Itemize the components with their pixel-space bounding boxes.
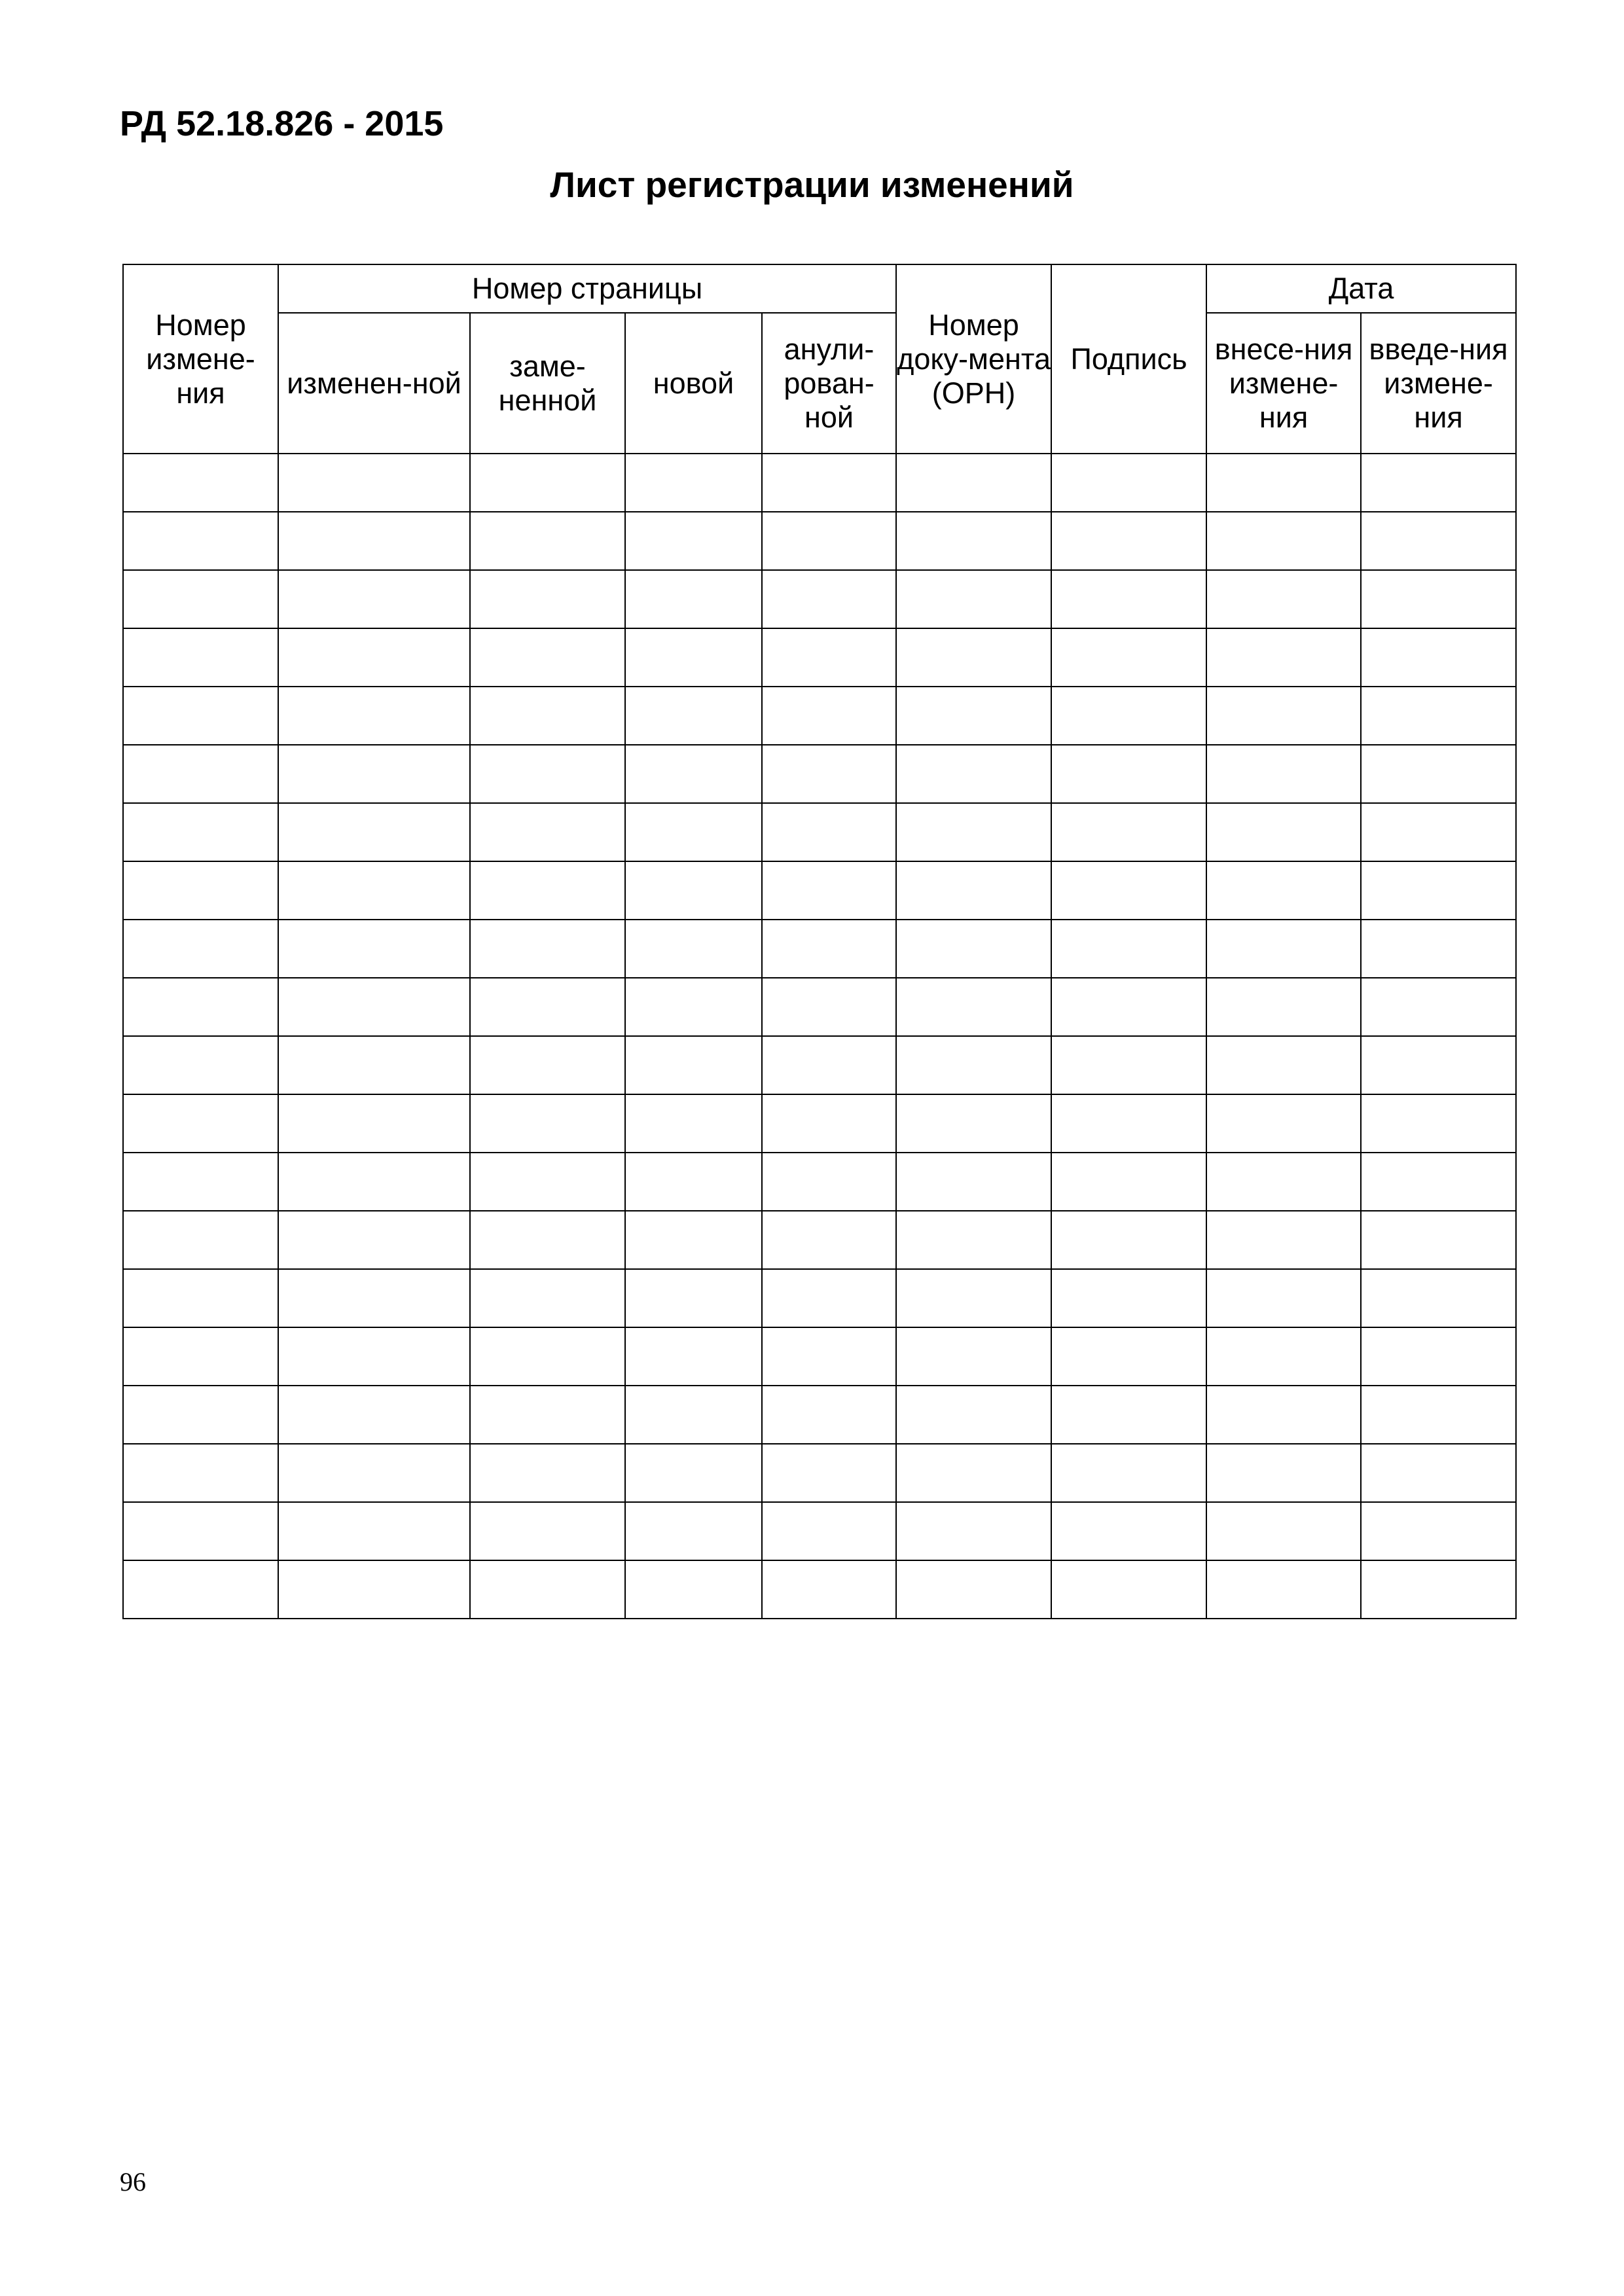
table-cell xyxy=(278,1444,470,1502)
table-cell xyxy=(470,687,625,745)
table-cell xyxy=(1051,1153,1206,1211)
table-cell xyxy=(470,978,625,1036)
table-cell xyxy=(123,1153,278,1211)
table-cell xyxy=(896,803,1051,861)
table-cell xyxy=(1051,1327,1206,1386)
table-cell xyxy=(1361,1269,1516,1327)
table-cell xyxy=(123,1386,278,1444)
table-cell xyxy=(625,1153,762,1211)
table-cell xyxy=(896,1327,1051,1386)
table-cell xyxy=(123,861,278,920)
table-cell xyxy=(762,1211,896,1269)
table-cell xyxy=(896,861,1051,920)
table-row xyxy=(123,1444,1516,1502)
table-cell xyxy=(1361,803,1516,861)
table-cell xyxy=(470,920,625,978)
table-cell xyxy=(123,1444,278,1502)
table-cell xyxy=(123,978,278,1036)
table-cell xyxy=(625,1386,762,1444)
table-cell xyxy=(1051,512,1206,570)
table-cell xyxy=(896,1560,1051,1619)
table-cell xyxy=(470,1560,625,1619)
table-cell xyxy=(762,978,896,1036)
table-cell xyxy=(762,1094,896,1153)
table-cell xyxy=(625,687,762,745)
table-cell xyxy=(1206,570,1361,628)
table-cell xyxy=(123,1036,278,1094)
table-cell xyxy=(278,1153,470,1211)
table-cell xyxy=(123,1094,278,1153)
table-cell xyxy=(625,1269,762,1327)
table-cell xyxy=(1206,512,1361,570)
header-change-number: Номер измене-ния xyxy=(123,264,278,454)
table-cell xyxy=(625,1094,762,1153)
table-cell xyxy=(896,1153,1051,1211)
table-cell xyxy=(470,1211,625,1269)
table-cell xyxy=(625,628,762,687)
table-cell xyxy=(625,1327,762,1386)
table-cell xyxy=(1361,1094,1516,1153)
table-cell xyxy=(896,570,1051,628)
table-cell xyxy=(1361,861,1516,920)
table-cell xyxy=(1051,920,1206,978)
table-cell xyxy=(123,1502,278,1560)
table-cell xyxy=(896,1502,1051,1560)
table-cell xyxy=(762,1036,896,1094)
table-cell xyxy=(896,1269,1051,1327)
table-cell xyxy=(278,687,470,745)
table-cell xyxy=(1206,978,1361,1036)
table-cell xyxy=(1051,1036,1206,1094)
table-cell xyxy=(896,687,1051,745)
table-cell xyxy=(896,1094,1051,1153)
table-cell xyxy=(762,1502,896,1560)
table-cell xyxy=(278,1269,470,1327)
table-cell xyxy=(762,1269,896,1327)
table-cell xyxy=(1051,687,1206,745)
header-date-entered: внесе-ния измене-ния xyxy=(1206,313,1361,454)
table-cell xyxy=(123,687,278,745)
table-cell xyxy=(1206,1386,1361,1444)
table-row xyxy=(123,512,1516,570)
table-cell xyxy=(762,512,896,570)
table-row xyxy=(123,803,1516,861)
table-row xyxy=(123,570,1516,628)
table-cell xyxy=(1051,745,1206,803)
table-cell xyxy=(896,1444,1051,1502)
table-cell xyxy=(1206,920,1361,978)
table-row xyxy=(123,1211,1516,1269)
table-cell xyxy=(278,628,470,687)
table-cell xyxy=(625,978,762,1036)
table-cell xyxy=(278,1560,470,1619)
table-cell xyxy=(278,920,470,978)
table-cell xyxy=(278,1094,470,1153)
table-cell xyxy=(896,978,1051,1036)
table-row xyxy=(123,1269,1516,1327)
table-row xyxy=(123,1153,1516,1211)
table-row xyxy=(123,1560,1516,1619)
table-cell xyxy=(278,570,470,628)
table-cell xyxy=(470,1502,625,1560)
table-cell xyxy=(278,861,470,920)
table-cell xyxy=(1361,1386,1516,1444)
table-cell xyxy=(1361,920,1516,978)
table-cell xyxy=(470,1094,625,1153)
table-row xyxy=(123,1094,1516,1153)
table-cell xyxy=(278,1327,470,1386)
table-cell xyxy=(1361,1502,1516,1560)
table-cell xyxy=(470,570,625,628)
table-cell xyxy=(1361,1211,1516,1269)
table-cell xyxy=(123,1269,278,1327)
table-cell xyxy=(1206,803,1361,861)
table-row xyxy=(123,1036,1516,1094)
table-cell xyxy=(1361,628,1516,687)
change-registration-table xyxy=(122,264,1517,1619)
table-cell xyxy=(1051,1386,1206,1444)
table-cell xyxy=(1206,1560,1361,1619)
table-cell xyxy=(470,861,625,920)
table-cell xyxy=(123,454,278,512)
table-cell xyxy=(625,920,762,978)
table-cell xyxy=(762,1153,896,1211)
table-cell xyxy=(1361,978,1516,1036)
table-cell xyxy=(470,1269,625,1327)
table-cell xyxy=(762,1327,896,1386)
table-cell xyxy=(625,512,762,570)
table-row xyxy=(123,628,1516,687)
table-cell xyxy=(123,628,278,687)
table-cell xyxy=(1051,1094,1206,1153)
table-cell xyxy=(1361,1036,1516,1094)
table-cell xyxy=(278,745,470,803)
table-cell xyxy=(278,1211,470,1269)
table-cell xyxy=(762,1386,896,1444)
table-cell xyxy=(1051,861,1206,920)
table-cell xyxy=(896,745,1051,803)
table-cell xyxy=(896,1386,1051,1444)
table-cell xyxy=(123,1560,278,1619)
table-cell xyxy=(1361,745,1516,803)
table-cell xyxy=(625,570,762,628)
table-row xyxy=(123,1502,1516,1560)
table-cell xyxy=(123,1327,278,1386)
table-cell xyxy=(278,803,470,861)
table-cell xyxy=(625,745,762,803)
table-cell xyxy=(470,1153,625,1211)
table-cell xyxy=(1361,687,1516,745)
table-row xyxy=(123,920,1516,978)
table-cell xyxy=(1206,687,1361,745)
table-cell xyxy=(123,570,278,628)
table-cell xyxy=(470,1444,625,1502)
table-cell xyxy=(278,1386,470,1444)
header-page-number-group: Номер страницы xyxy=(278,264,896,313)
table-cell xyxy=(470,803,625,861)
document-code: РД 52.18.826 - 2015 xyxy=(120,104,444,143)
table-cell xyxy=(1051,1444,1206,1502)
table-cell xyxy=(123,1211,278,1269)
table-cell xyxy=(762,628,896,687)
table-cell xyxy=(1361,1327,1516,1386)
table-cell xyxy=(123,920,278,978)
header-date-group: Дата xyxy=(1206,264,1516,313)
table-cell xyxy=(278,1502,470,1560)
table-cell xyxy=(1206,745,1361,803)
table-cell xyxy=(278,512,470,570)
table-body xyxy=(123,454,1516,1619)
table-row xyxy=(123,978,1516,1036)
table-cell xyxy=(278,1036,470,1094)
table-cell xyxy=(896,512,1051,570)
table-cell xyxy=(1051,1502,1206,1560)
table-cell xyxy=(278,978,470,1036)
table-cell xyxy=(123,803,278,861)
table-cell xyxy=(1206,628,1361,687)
table-row xyxy=(123,687,1516,745)
table-cell xyxy=(1206,1502,1361,1560)
table-cell xyxy=(470,454,625,512)
header-document-number: Номер доку-мента (ОРН) xyxy=(896,264,1051,454)
table-cell xyxy=(470,1386,625,1444)
table-cell xyxy=(896,920,1051,978)
table-cell xyxy=(625,1560,762,1619)
table-row xyxy=(123,1327,1516,1386)
table-row xyxy=(123,1386,1516,1444)
table-cell xyxy=(762,454,896,512)
table-cell xyxy=(625,454,762,512)
table-cell xyxy=(762,570,896,628)
table-cell xyxy=(1361,512,1516,570)
table-cell xyxy=(1206,1327,1361,1386)
header-annulled-page: анули-рован-ной xyxy=(762,313,896,454)
table-cell xyxy=(1361,570,1516,628)
table-cell xyxy=(625,1444,762,1502)
table-cell xyxy=(1051,454,1206,512)
header-new-page: новой xyxy=(625,313,762,454)
table-cell xyxy=(762,745,896,803)
header-signature: Подпись xyxy=(1051,264,1206,454)
table-row xyxy=(123,745,1516,803)
header-replaced-page: заме-ненной xyxy=(470,313,625,454)
table-cell xyxy=(1361,1444,1516,1502)
table-cell xyxy=(1051,628,1206,687)
table-cell xyxy=(1206,1269,1361,1327)
table-cell xyxy=(470,512,625,570)
table-cell xyxy=(1206,861,1361,920)
table-cell xyxy=(1206,1036,1361,1094)
table-cell xyxy=(123,745,278,803)
table-cell xyxy=(470,628,625,687)
table-cell xyxy=(278,454,470,512)
table-cell xyxy=(1206,1153,1361,1211)
table-cell xyxy=(1051,978,1206,1036)
page-title: Лист регистрации изменений xyxy=(550,164,1074,205)
table-cell xyxy=(625,1211,762,1269)
table-cell xyxy=(762,1560,896,1619)
table-cell xyxy=(1051,1560,1206,1619)
table-cell xyxy=(1051,803,1206,861)
table-row xyxy=(123,454,1516,512)
table-cell xyxy=(896,628,1051,687)
table-cell xyxy=(1051,570,1206,628)
table-cell xyxy=(896,454,1051,512)
table-cell xyxy=(1361,1153,1516,1211)
table-cell xyxy=(762,803,896,861)
page-number: 96 xyxy=(120,2167,146,2197)
table-cell xyxy=(1206,1444,1361,1502)
table-cell xyxy=(625,1036,762,1094)
table-cell xyxy=(470,745,625,803)
table-cell xyxy=(625,1502,762,1560)
table-cell xyxy=(470,1327,625,1386)
table-cell xyxy=(1206,1211,1361,1269)
table-cell xyxy=(123,512,278,570)
table-cell xyxy=(1206,454,1361,512)
header-date-introduced: введе-ния измене-ния xyxy=(1361,313,1516,454)
table-cell xyxy=(1051,1211,1206,1269)
table-cell xyxy=(762,920,896,978)
header-changed-page: изменен-ной xyxy=(278,313,470,454)
table-cell xyxy=(625,861,762,920)
table-cell xyxy=(762,687,896,745)
table-cell xyxy=(896,1211,1051,1269)
table-cell xyxy=(1361,1560,1516,1619)
table-cell xyxy=(1206,1094,1361,1153)
table-cell xyxy=(762,861,896,920)
table-cell xyxy=(896,1036,1051,1094)
table-row xyxy=(123,861,1516,920)
table-cell xyxy=(1361,454,1516,512)
table-cell xyxy=(1051,1269,1206,1327)
table-cell xyxy=(625,803,762,861)
table-cell xyxy=(470,1036,625,1094)
table-cell xyxy=(762,1444,896,1502)
